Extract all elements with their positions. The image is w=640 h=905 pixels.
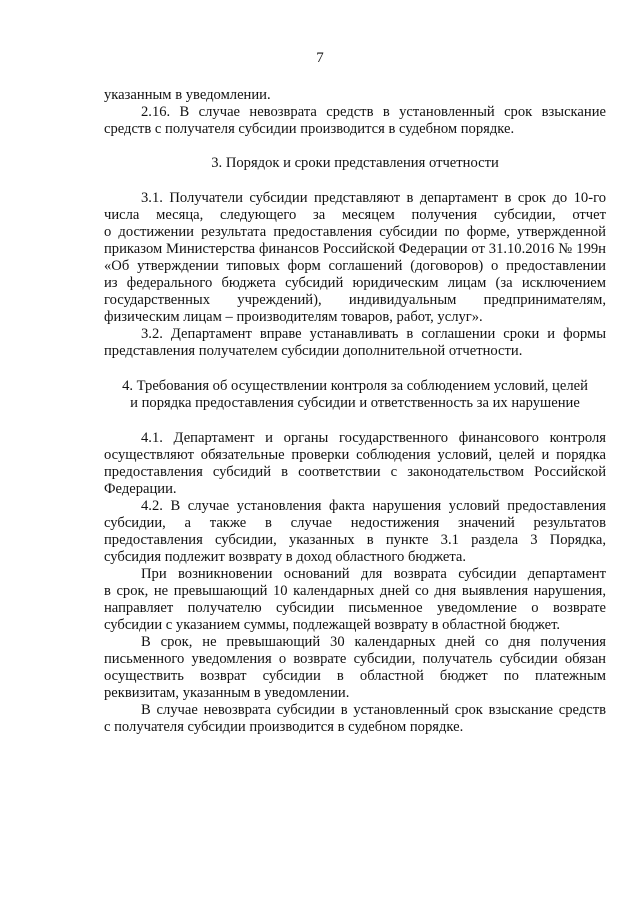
text-line: осуществить возврат субсидии в областной бюджет по платежным <box>104 668 606 684</box>
text-line: субсидии, а также в случае недостижения значений результатов <box>104 515 606 531</box>
text-line: направляет получателю субсидии письменное уведомление о возврате <box>104 600 606 616</box>
text-line: средств с получателя субсидии производится в судебном порядке. <box>104 121 515 137</box>
section-heading: 3. Порядок и сроки представления отчетности <box>211 155 499 171</box>
text-line: государственных учреждений), индивидуальным предпринимателям, <box>104 292 606 308</box>
text-line: 2.16. В случае невозврата средств в установленный срок взыскание <box>141 104 606 120</box>
section-heading: 4. Требования об осуществлении контроля за соблюдением условий, целей <box>122 378 588 394</box>
text-line: субсидия подлежит возврату в доход областного бюджета. <box>104 549 467 565</box>
text-line: При возникновении оснований для возврата субсидии департамент <box>141 566 606 582</box>
text-line: 4.1. Департамент и органы государственного финансового контроля <box>141 430 606 446</box>
text-line: приказом Министерства финансов Российской Федерации от 31.10.2016 № 199н <box>104 241 606 257</box>
section-heading: и порядка предоставления субсидии и ответственность за их нарушение <box>130 395 580 411</box>
text-line: В случае невозврата субсидии в установленный срок взыскание средств <box>141 702 606 718</box>
text-line: физическим лицам – производителям товаров, работ, услуг». <box>104 309 483 325</box>
text-line: 3.1. Получатели субсидии представляют в департамент в срок до 10-го <box>141 190 606 206</box>
text-line: представления получателем субсидии дополнительной отчетности. <box>104 343 523 359</box>
page-number: 7 <box>316 50 324 66</box>
text-line: о достижении результата предоставления субсидии по форме, утвержденной <box>104 224 606 240</box>
text-line: 3.2. Департамент вправе устанавливать в соглашении сроки и формы <box>141 326 606 342</box>
text-line: числа месяца, следующего за месяцем получения субсидии, отчет <box>104 207 606 223</box>
text-line: с получателя субсидии производится в судебном порядке. <box>104 719 464 735</box>
text-line: реквизитам, указанным в уведомлении. <box>104 685 350 701</box>
text-line: субсидии с указанием суммы, подлежащей возврату в областной бюджет. <box>104 617 561 633</box>
text-line: 4.2. В случае установления факта нарушения условий предоставления <box>141 498 606 514</box>
text-line: предоставления субсидии, указанных в пункте 3.1 раздела 3 Порядка, <box>104 532 606 548</box>
text-line: Федерации. <box>104 481 177 497</box>
text-line: В срок, не превышающий 30 календарных дней со дня получения <box>141 634 606 650</box>
text-line: письменного уведомления о возврате субсидии, получатель субсидии обязан <box>104 651 606 667</box>
text-line: предоставления субсидий в соответствии с законодательством Российской <box>104 464 606 480</box>
text-line: указанным в уведомлении. <box>104 87 271 103</box>
text-line: в срок, не превышающий 10 календарных дней со дня выявления нарушения, <box>104 583 606 599</box>
text-line: из федерального бюджета субсидий юридическим лицам (за исключением <box>104 275 606 291</box>
text-line: осуществляют обязательные проверки соблюдения условий, целей и порядка <box>104 447 606 463</box>
text-line: «Об утверждении типовых форм соглашений (договоров) о предоставлении <box>104 258 606 274</box>
